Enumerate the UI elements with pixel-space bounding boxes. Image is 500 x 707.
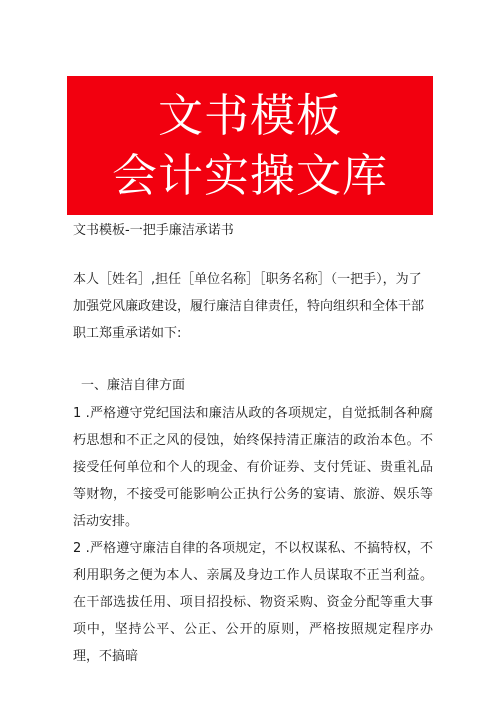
section-heading: 一、廉洁自律方面 xyxy=(81,378,186,393)
banner-title-line1: 文书模板 xyxy=(157,89,342,142)
clause-2: 2 .严格遵守廉洁自律的各项规定，不以权谋私、不搞特权，不利用职务之便为本人、亲属及身边工作人员谋取不正当利益。在干部选拔任用、项目招投标、物资采购、资金分配等重大事项中，坚持公平、公正、公开的原则，严格按照规定程序办理，不搞暗 xyxy=(73,541,433,664)
intro-paragraph: 本人［姓名］,担任［单位名称］［职务名称］（一把手），为了加强党风廉政建设，履行廉洁自律责任，特向组织和全体干部职工郑重承诺如下: xyxy=(73,272,425,341)
banner-title-line2: 会计实操文库 xyxy=(111,149,388,202)
clause-1: 1 .严格遵守党纪国法和廉洁从政的各项规定，自觉抵制各种腐朽思想和不正之风的侵蚀，始终保持清正廉洁的政治本色。不接受任何单位和个人的现金、有价证券、支付凭证、贵重礼品等财物，不接受可能影响公正执行公务的宴请、旅游、娱乐等活动安排。 xyxy=(73,406,433,529)
document-title: 文书模板-一把手廉洁承诺书 xyxy=(73,223,234,238)
clause-list xyxy=(73,400,433,670)
banner xyxy=(67,76,433,215)
